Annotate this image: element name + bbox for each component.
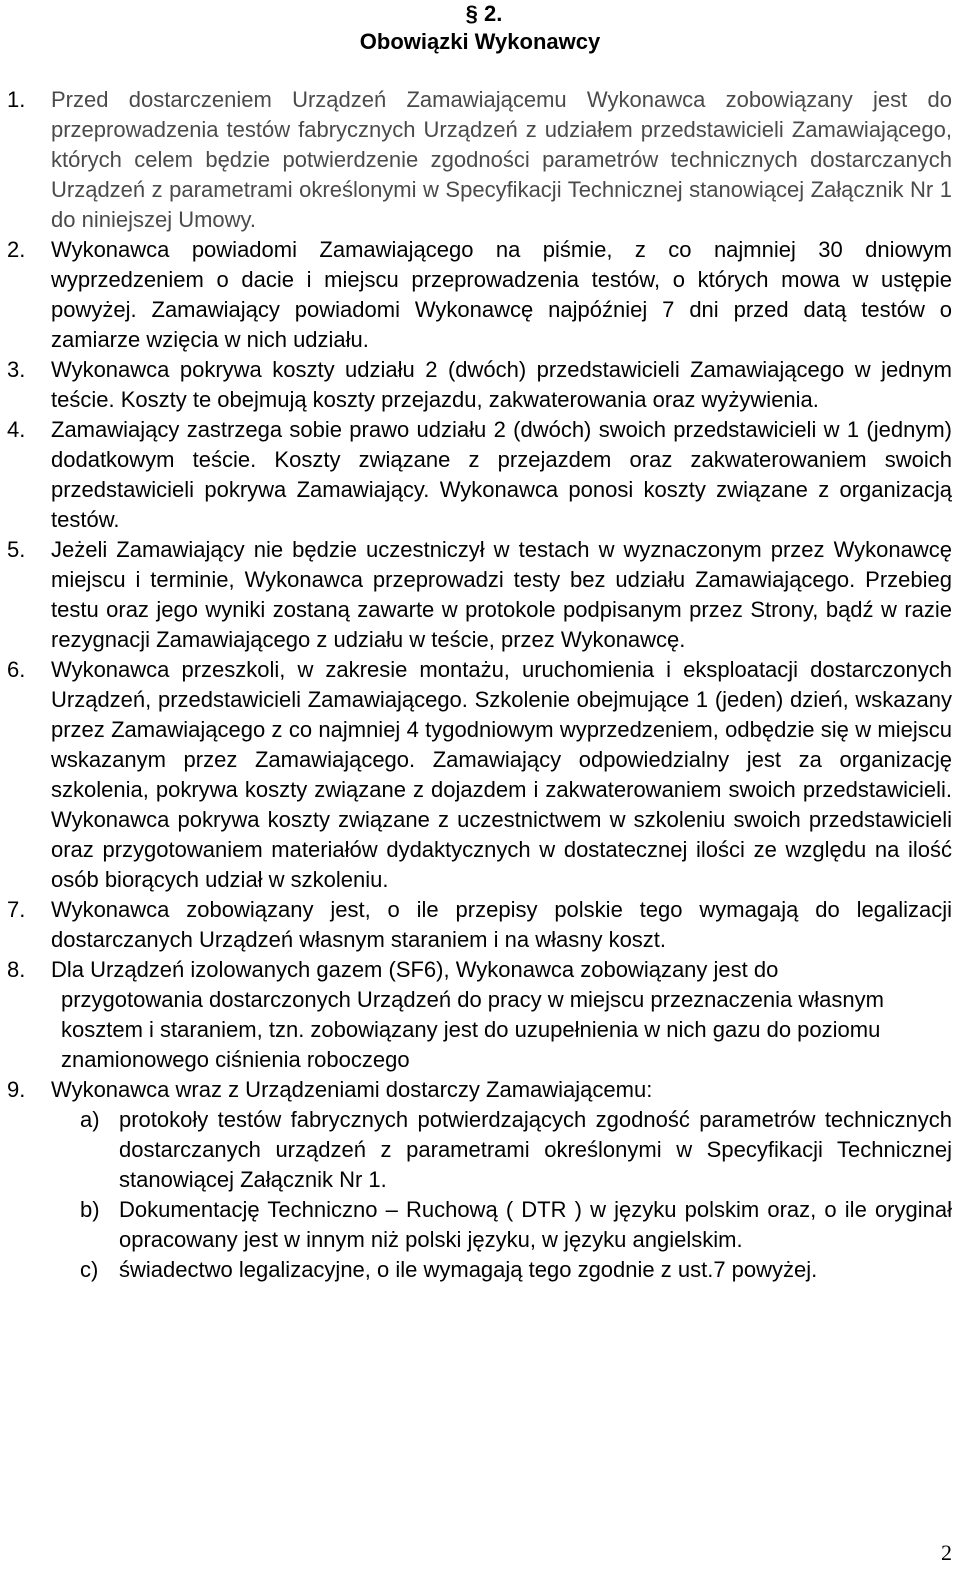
list-item-text: Wykonawca zobowiązany jest, o ile przepisy polskie tego wymagają do legalizacji dostarczanych Urządzeń własnym staraniem i na własny koszt. (51, 897, 952, 952)
list-item-2 (0, 235, 960, 355)
list-item-text: Wykonawca powiadomi Zamawiającego na piśmie, z co najmniej 30 dniowym wyprzedzeniem o dacie i miejscu przeprowadzenia testów, o których mowa w ustępie powyżej. Zamawiający powiadomi Wykonawcę najpóźniej 7 dni przed datą testów o zamiarze wzięcia w nich udziału. (51, 237, 952, 352)
sub-item-text: protokoły testów fabrycznych potwierdzających zgodność parametrów technicznych dostarczanych urządzeń z parametrami określonymi w Specyfikacji Technicznej stanowiącej Załącznik Nr 1. (119, 1107, 952, 1192)
sub-item-letter: b) (80, 1197, 100, 1222)
list-item-9 (0, 1075, 960, 1105)
document-body (0, 85, 960, 1285)
section-title: Obowiązki Wykonawcy (359, 29, 601, 54)
list-number: 6. (7, 657, 26, 682)
list-number: 2. (7, 237, 26, 262)
list-number: 9. (7, 1077, 26, 1102)
list-item-text: Wykonawca pokrywa koszty udziału 2 (dwóch) przedstawicieli Zamawiającego w jednym teście. Koszty te obejmują koszty przejazdu, zakwaterowania oraz wyżywienia. (51, 357, 952, 412)
list-item-6 (0, 655, 960, 895)
list-item-3 (0, 355, 960, 415)
sub-item-letter: a) (80, 1107, 100, 1132)
list-item-text: Wykonawca wraz z Urządzeniami dostarczy Zamawiającemu: (51, 1077, 653, 1102)
list-number: 7. (7, 897, 26, 922)
list-item-text: Zamawiający zastrzega sobie prawo udziału 2 (dwóch) swoich przedstawicieli w 1 (jednym) dodatkowym teście. Koszty związane z przejazdem oraz zakwaterowaniem swoich przedstawicieli pokrywa Zamawiający. Wykonawca ponosi koszty związane z organizacją testów. (51, 417, 952, 532)
list-item-text: Wykonawca przeszkoli, w zakresie montażu, uruchomienia i eksploatacji dostarczonych Urządzeń, przedstawicieli Zamawiającego. Szkolenie obejmujące 1 (jeden) dzień, wskazany przez Zamawiającego z co najmniej 4 tygodniowym wyprzedzeniem, odbędzie się w miejscu wskazanym przez Zamawiającego. Zamawiający odpowiedzialny jest za organizację szkolenia, pokrywa koszty związane z dojazdem i zakwaterowaniem swoich przedstawicieli. Wykonawca pokrywa koszty związane z uczestnictwem w szkoleniu swoich przedstawicieli oraz przygotowaniem materiałów dydaktycznych w dostatecznej ilości ze względu na ilość osób biorących udział w szkoleniu. (51, 657, 952, 892)
list-item-1 (0, 85, 960, 235)
section-number: § 2. (465, 1, 503, 26)
list-item-text: Jeżeli Zamawiający nie będzie uczestniczył w testach w wyznaczonym przez Wykonawcę miejscu i terminie, Wykonawca przeprowadzi testy bez udziału Zamawiającego. Przebieg testu oraz jego wyniki zostaną zawarte w protokole podpisanym przez Strony, bądź w razie rezygnacji Zamawiającego z udziału w teście, przez Wykonawcę. (51, 537, 952, 652)
list-item-4 (0, 415, 960, 535)
sub-item-text: świadectwo legalizacyjne, o ile wymagają tego zgodnie z ust.7 powyżej. (119, 1257, 818, 1282)
sub-item-text: Dokumentację Techniczno – Ruchową ( DTR ) w języku polskim oraz, o ile oryginał opracowany jest w innym niż polski języku, w języku angielskim. (119, 1197, 952, 1252)
list-item-text: Przed dostarczeniem Urządzeń Zamawiającemu Wykonawca zobowiązany jest do przeprowadzenia testów fabrycznych Urządzeń z udziałem przedstawicieli Zamawiającego, których celem będzie potwierdzenie zgodności parametrów technicznych dostarczanych Urządzeń z parametrami określonymi w Specyfikacji Technicznej stanowiącej Załącznik Nr 1 do niniejszej Umowy. (51, 87, 952, 232)
list-item-text-continued: przygotowania dostarczonych Urządzeń do pracy w miejscu przeznaczenia własnym kosztem i staraniem, tzn. zobowiązany jest do uzupełnienia w nich gazu do poziomu znamionowego ciśnienia roboczego (61, 987, 884, 1072)
sub-item-letter: c) (80, 1257, 99, 1282)
sub-list (0, 1105, 960, 1285)
list-item-8 (0, 955, 960, 1075)
sub-item-b (0, 1195, 960, 1255)
list-number: 1. (7, 87, 26, 112)
sub-item-a (0, 1105, 960, 1195)
list-number: 5. (7, 537, 26, 562)
page-number: 2 (941, 1540, 952, 1565)
list-number: 8. (7, 957, 26, 982)
list-item-5 (0, 535, 960, 655)
list-number: 4. (7, 417, 26, 442)
sub-item-c (0, 1255, 960, 1285)
list-item-7 (0, 895, 960, 955)
list-number: 3. (7, 357, 26, 382)
list-item-text-first-line: Dla Urządzeń izolowanych gazem (SF6), Wykonawca zobowiązany jest do (51, 957, 779, 982)
